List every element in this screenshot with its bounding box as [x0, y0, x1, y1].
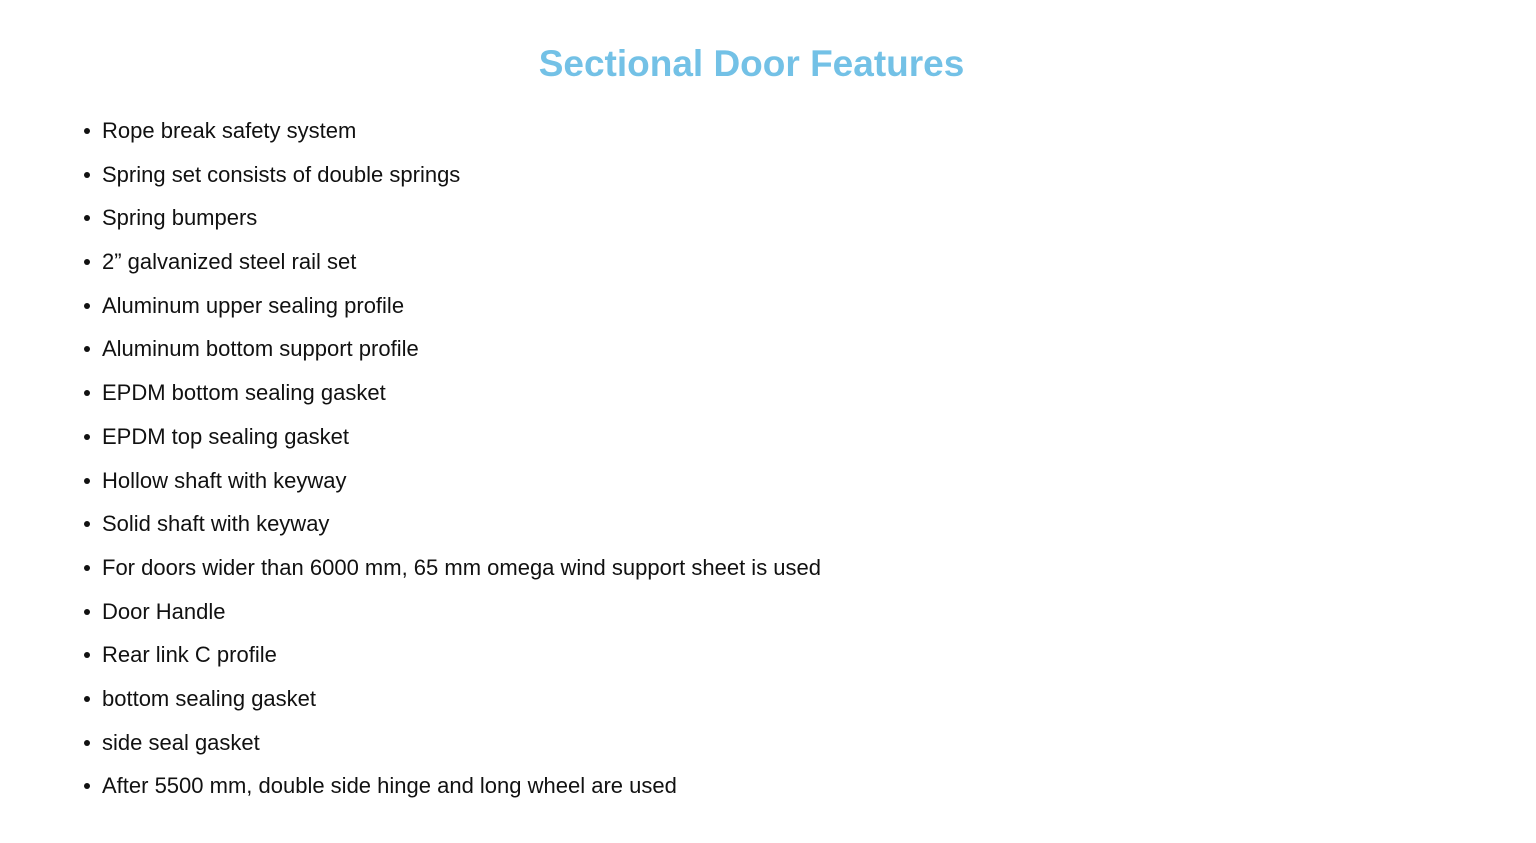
feature-list-item	[80, 415, 1380, 459]
feature-text: Aluminum upper sealing profile	[102, 292, 405, 318]
feature-list-item	[80, 371, 1380, 415]
feature-text: side seal gasket	[102, 729, 260, 755]
feature-list-item	[80, 327, 1380, 371]
feature-list-item	[80, 459, 1380, 503]
bullet-dot-icon	[84, 346, 90, 352]
feature-list-item	[80, 109, 1380, 153]
feature-list	[80, 109, 1380, 808]
bullet-dot-icon	[84, 783, 90, 789]
feature-text: Spring bumpers	[102, 205, 258, 231]
bullet-dot-icon	[84, 434, 90, 440]
bullet-dot-icon	[84, 303, 90, 309]
feature-text: Rear link C profile	[102, 642, 277, 668]
page-title: Sectional Door Features	[538, 43, 965, 84]
bullet-dot-icon	[84, 609, 90, 615]
feature-text: Door Handle	[102, 598, 226, 624]
feature-text: After 5500 mm, double side hinge and long wheel are used	[102, 773, 677, 799]
feature-text: EPDM bottom sealing gasket	[102, 380, 386, 406]
feature-text: bottom sealing gasket	[102, 685, 317, 711]
feature-list-item	[80, 546, 1380, 590]
feature-list-item	[80, 153, 1380, 197]
bullet-dot-icon	[84, 390, 90, 396]
feature-text: Aluminum bottom support profile	[102, 336, 419, 362]
feature-text: EPDM top sealing gasket	[102, 423, 350, 449]
bullet-dot-icon	[84, 128, 90, 134]
bullet-dot-icon	[84, 740, 90, 746]
feature-list-item	[80, 721, 1380, 765]
feature-list-item	[80, 633, 1380, 677]
feature-list-item	[80, 502, 1380, 546]
feature-text: Hollow shaft with keyway	[102, 467, 347, 493]
bullet-dot-icon	[84, 565, 90, 571]
feature-text: Rope break safety system	[102, 118, 357, 143]
feature-list-item	[80, 590, 1380, 634]
bullet-dot-icon	[84, 478, 90, 484]
feature-text: 2” galvanized steel rail set	[102, 249, 357, 275]
bullet-dot-icon	[84, 172, 90, 178]
bullet-dot-icon	[84, 215, 90, 221]
feature-text: Solid shaft with keyway	[102, 511, 330, 537]
feature-list-item	[80, 240, 1380, 284]
bullet-dot-icon	[84, 652, 90, 658]
bullet-dot-icon	[84, 696, 90, 702]
feature-list-item	[80, 284, 1380, 328]
feature-list-item	[80, 196, 1380, 240]
bullet-dot-icon	[84, 521, 90, 527]
feature-text: Spring set consists of double springs	[102, 161, 461, 187]
feature-list-item	[80, 677, 1380, 721]
feature-text: For doors wider than 6000 mm, 65 mm omega wind support sheet is used	[102, 554, 822, 580]
feature-list-item	[80, 764, 1380, 808]
bullet-dot-icon	[84, 259, 90, 265]
